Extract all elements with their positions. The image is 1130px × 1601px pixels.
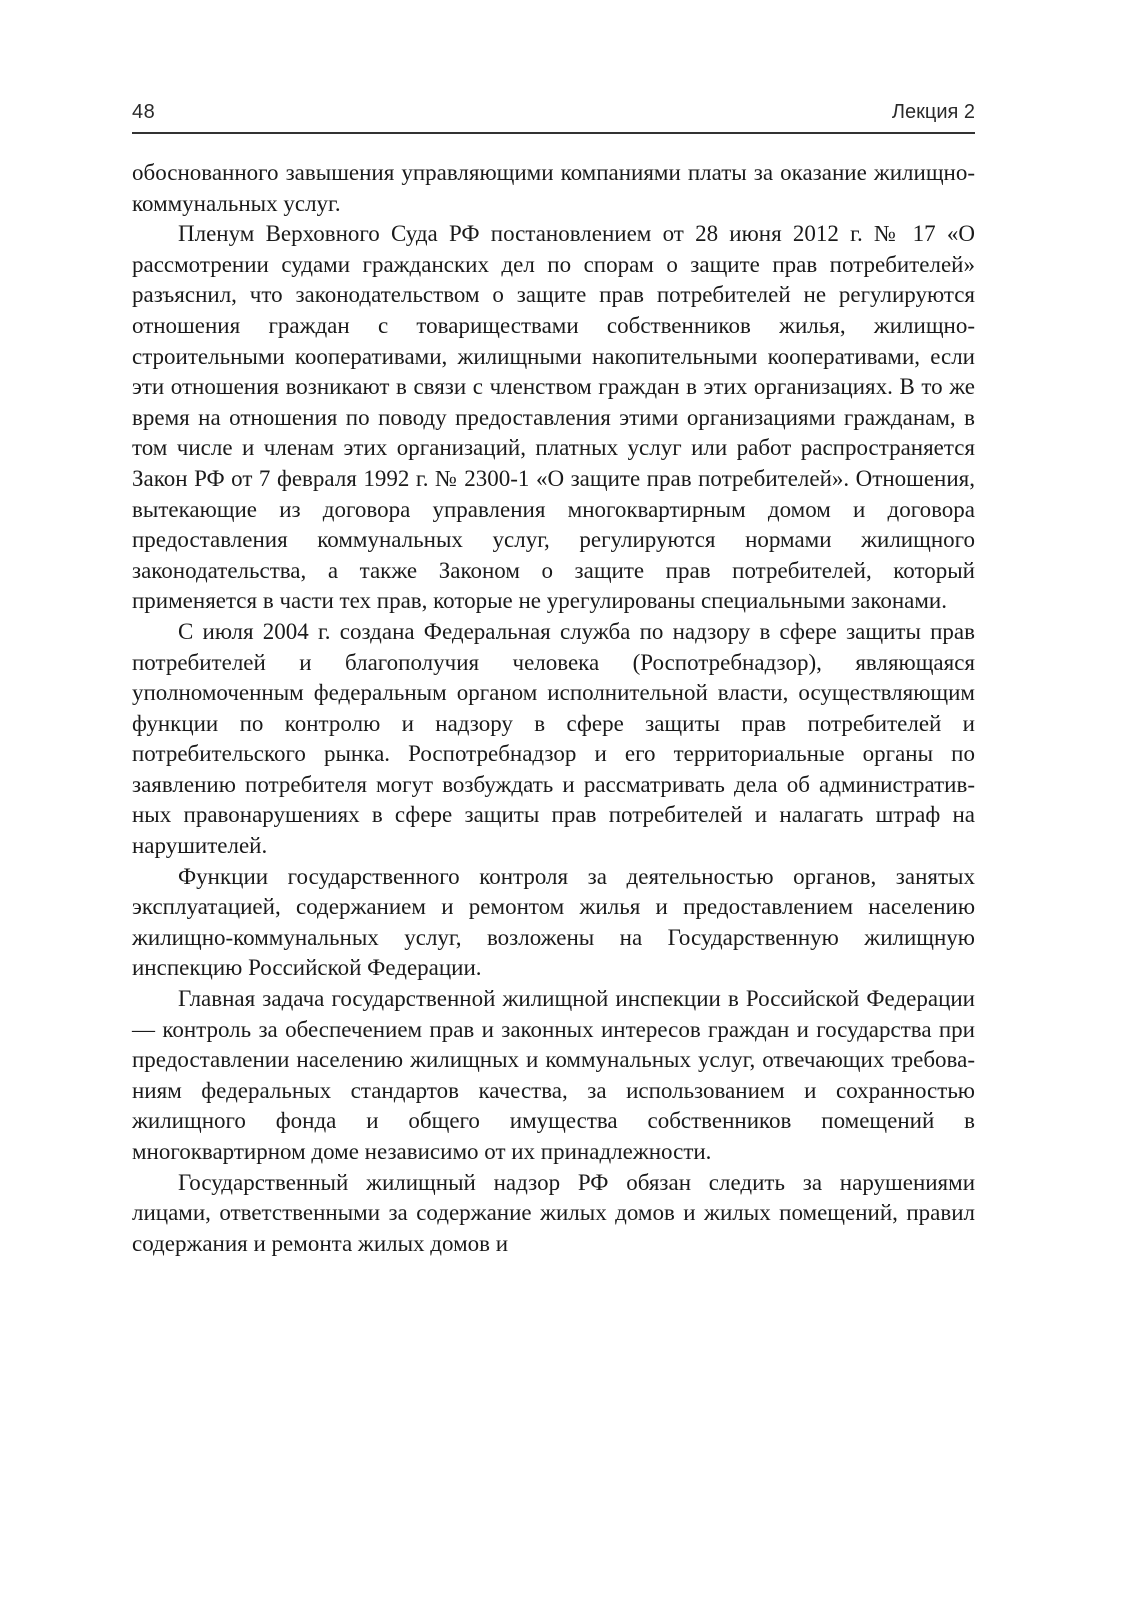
- paragraph: Функции государственного контроля за деятельностью органов, занятых эксплуатацией, содержанием и ремонтом жилья и предоставлением населению жилищно-коммунальных услуг, возложены на Государственную жилищную инспекцию Российской Федерации.: [132, 863, 975, 981]
- page-number: 48: [132, 101, 156, 123]
- body-text: [132, 158, 975, 1259]
- paragraph: Главная задача государственной жилищной инспекции в Российской Федерации — контроль за обеспечением прав и законных интересов граждан и государства при предоставлении населению жилищных и коммунальных услуг, отвечающих требованиям федеральных стандартов качества, за использованием и сохранностью жилищного фонда и общего имущества собственников помещений в многоквартирном доме независимо от их принадлежности.: [132, 986, 975, 1164]
- paragraph: Государственный жилищный надзор РФ обязан следить за нарушениями лицами, ответственными за содержание жилых домов и жилых помещений, правил содержания и ремонта жилых домов и: [132, 1169, 975, 1256]
- paragraph: обоснованного завышения управляющими компаниями платы за оказание жилищно-коммунальных услуг.: [132, 160, 975, 216]
- book-page: [132, 100, 975, 1259]
- paragraph: С июля 2004 г. создана Федеральная служба по надзору в сфере защиты прав потребителей и благополучия человека (Роспотребнадзор), являющаяся уполномоченным федеральным органом исполнительной власти, осуществляющим функции по контролю и надзору в сфере защиты прав потребителей и потребительского рынка. Роспотребнадзор и его территориальные органы по заявлению потребителя могут возбуждать и рассматривать дела об административных правонарушениях в сфере защиты прав потребителей и налагать штраф на нарушителей.: [132, 618, 975, 859]
- running-head: [132, 100, 975, 134]
- paragraph: Пленум Верховного Суда РФ постановлением от 28 июня 2012 г. № 17 «О рассмотрении судами гражданских дел по спорам о защите прав потребителей» разъяснил, что законодательством о защите прав потребителей не регулируются отношения граждан с товариществами собственников жилья, жилищно-строительными кооперативами, жилищными накопительными кооперативами, если эти отношения возникают в связи с членством граждан в этих организациях. В то же время на отношения по поводу предоставления этими организациями гражданам, в том числе и членам этих организаций, платных услуг или работ распространяется Закон РФ от 7 февраля 1992 г. № 2300-1 «О защите прав потребителей». Отношения, вытекающие из договора управления многоквартирным домом и договора предоставления коммунальных услуг, регулируются нормами жилищного законодательства, а также Законом о защите прав потребителей, который применяется в части тех прав, которые не урегулированы специальными законами.: [132, 221, 975, 614]
- running-title: Лекция 2: [891, 101, 975, 123]
